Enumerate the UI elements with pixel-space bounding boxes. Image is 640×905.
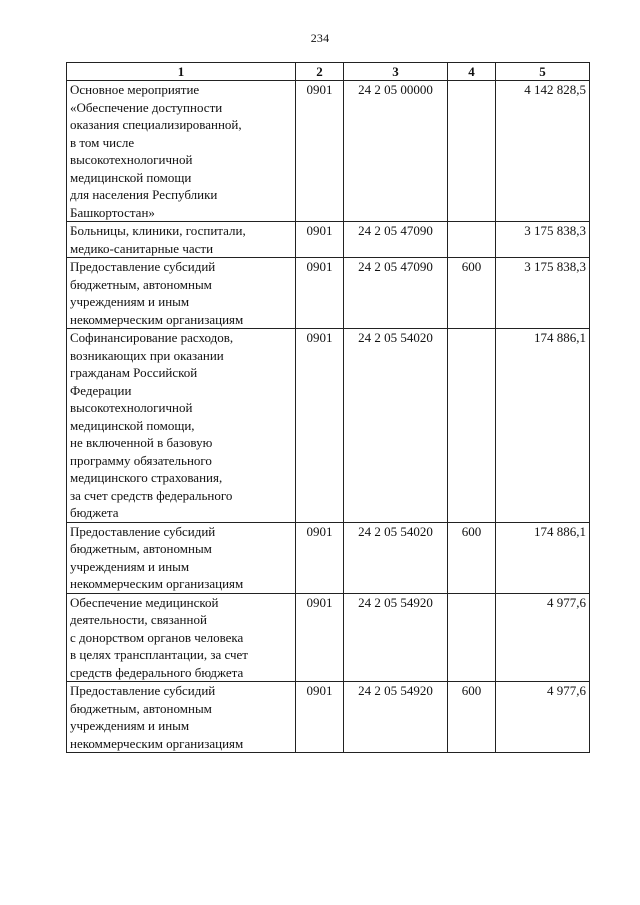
row-section: 0901 xyxy=(296,522,344,593)
row-section: 0901 xyxy=(296,81,344,222)
page-number: 234 xyxy=(310,31,330,45)
row-name: Обеспечение медицинской деятельности, связанной с донорством органов человека в целях трансплантации, за счет средств федерального бюджета xyxy=(67,593,296,682)
row-name: Предоставление субсидий бюджетным, автономным учреждениям и иным некоммерческим организациям xyxy=(67,258,296,329)
table-row xyxy=(67,222,590,258)
row-section: 0901 xyxy=(296,329,344,523)
row-name: Предоставление субсидий бюджетным, автономным учреждениям и иным некоммерческим организациям xyxy=(67,682,296,753)
budget-table xyxy=(66,62,590,753)
row-expense-type: 600 xyxy=(448,258,496,329)
row-section: 0901 xyxy=(296,593,344,682)
row-target-article: 24 2 05 54920 xyxy=(344,682,448,753)
table-row xyxy=(67,593,590,682)
row-amount: 174 886,1 xyxy=(496,522,590,593)
row-amount: 4 977,6 xyxy=(496,682,590,753)
row-target-article: 24 2 05 47090 xyxy=(344,258,448,329)
row-target-article: 24 2 05 00000 xyxy=(344,81,448,222)
column-header-section: 2 xyxy=(296,63,344,81)
row-expense-type: 600 xyxy=(448,522,496,593)
column-header-name: 1 xyxy=(67,63,296,81)
row-name: Софинансирование расходов, возникающих при оказании гражданам Российской Федерации высокотехнологичной медицинской помощи, не включенной в базовую программу обязательного медицинского страхования, за счет средств федерального бюджета xyxy=(67,329,296,523)
column-header-expense-type: 4 xyxy=(448,63,496,81)
row-name: Предоставление субсидий бюджетным, автономным учреждениям и иным некоммерческим организациям xyxy=(67,522,296,593)
row-section: 0901 xyxy=(296,258,344,329)
row-target-article: 24 2 05 54020 xyxy=(344,522,448,593)
row-target-article: 24 2 05 47090 xyxy=(344,222,448,258)
table-header-row xyxy=(67,63,590,81)
row-expense-type: 600 xyxy=(448,682,496,753)
row-section: 0901 xyxy=(296,682,344,753)
row-target-article: 24 2 05 54920 xyxy=(344,593,448,682)
row-amount: 3 175 838,3 xyxy=(496,222,590,258)
column-header-target-article: 3 xyxy=(344,63,448,81)
table-row xyxy=(67,682,590,753)
table-row xyxy=(67,81,590,222)
table-row xyxy=(67,522,590,593)
row-name: Основное мероприятие «Обеспечение доступности оказания специализированной, в том числе высокотехнологичной медицинской помощи для населения Республики Башкортостан» xyxy=(67,81,296,222)
row-amount: 174 886,1 xyxy=(496,329,590,523)
row-expense-type xyxy=(448,329,496,523)
row-amount: 4 142 828,5 xyxy=(496,81,590,222)
row-expense-type xyxy=(448,222,496,258)
row-target-article: 24 2 05 54020 xyxy=(344,329,448,523)
row-expense-type xyxy=(448,593,496,682)
row-amount: 3 175 838,3 xyxy=(496,258,590,329)
table-row xyxy=(67,329,590,523)
row-expense-type xyxy=(448,81,496,222)
row-name: Больницы, клиники, госпитали, медико-санитарные части xyxy=(67,222,296,258)
row-section: 0901 xyxy=(296,222,344,258)
row-amount: 4 977,6 xyxy=(496,593,590,682)
column-header-amount: 5 xyxy=(496,63,590,81)
table-row xyxy=(67,258,590,329)
